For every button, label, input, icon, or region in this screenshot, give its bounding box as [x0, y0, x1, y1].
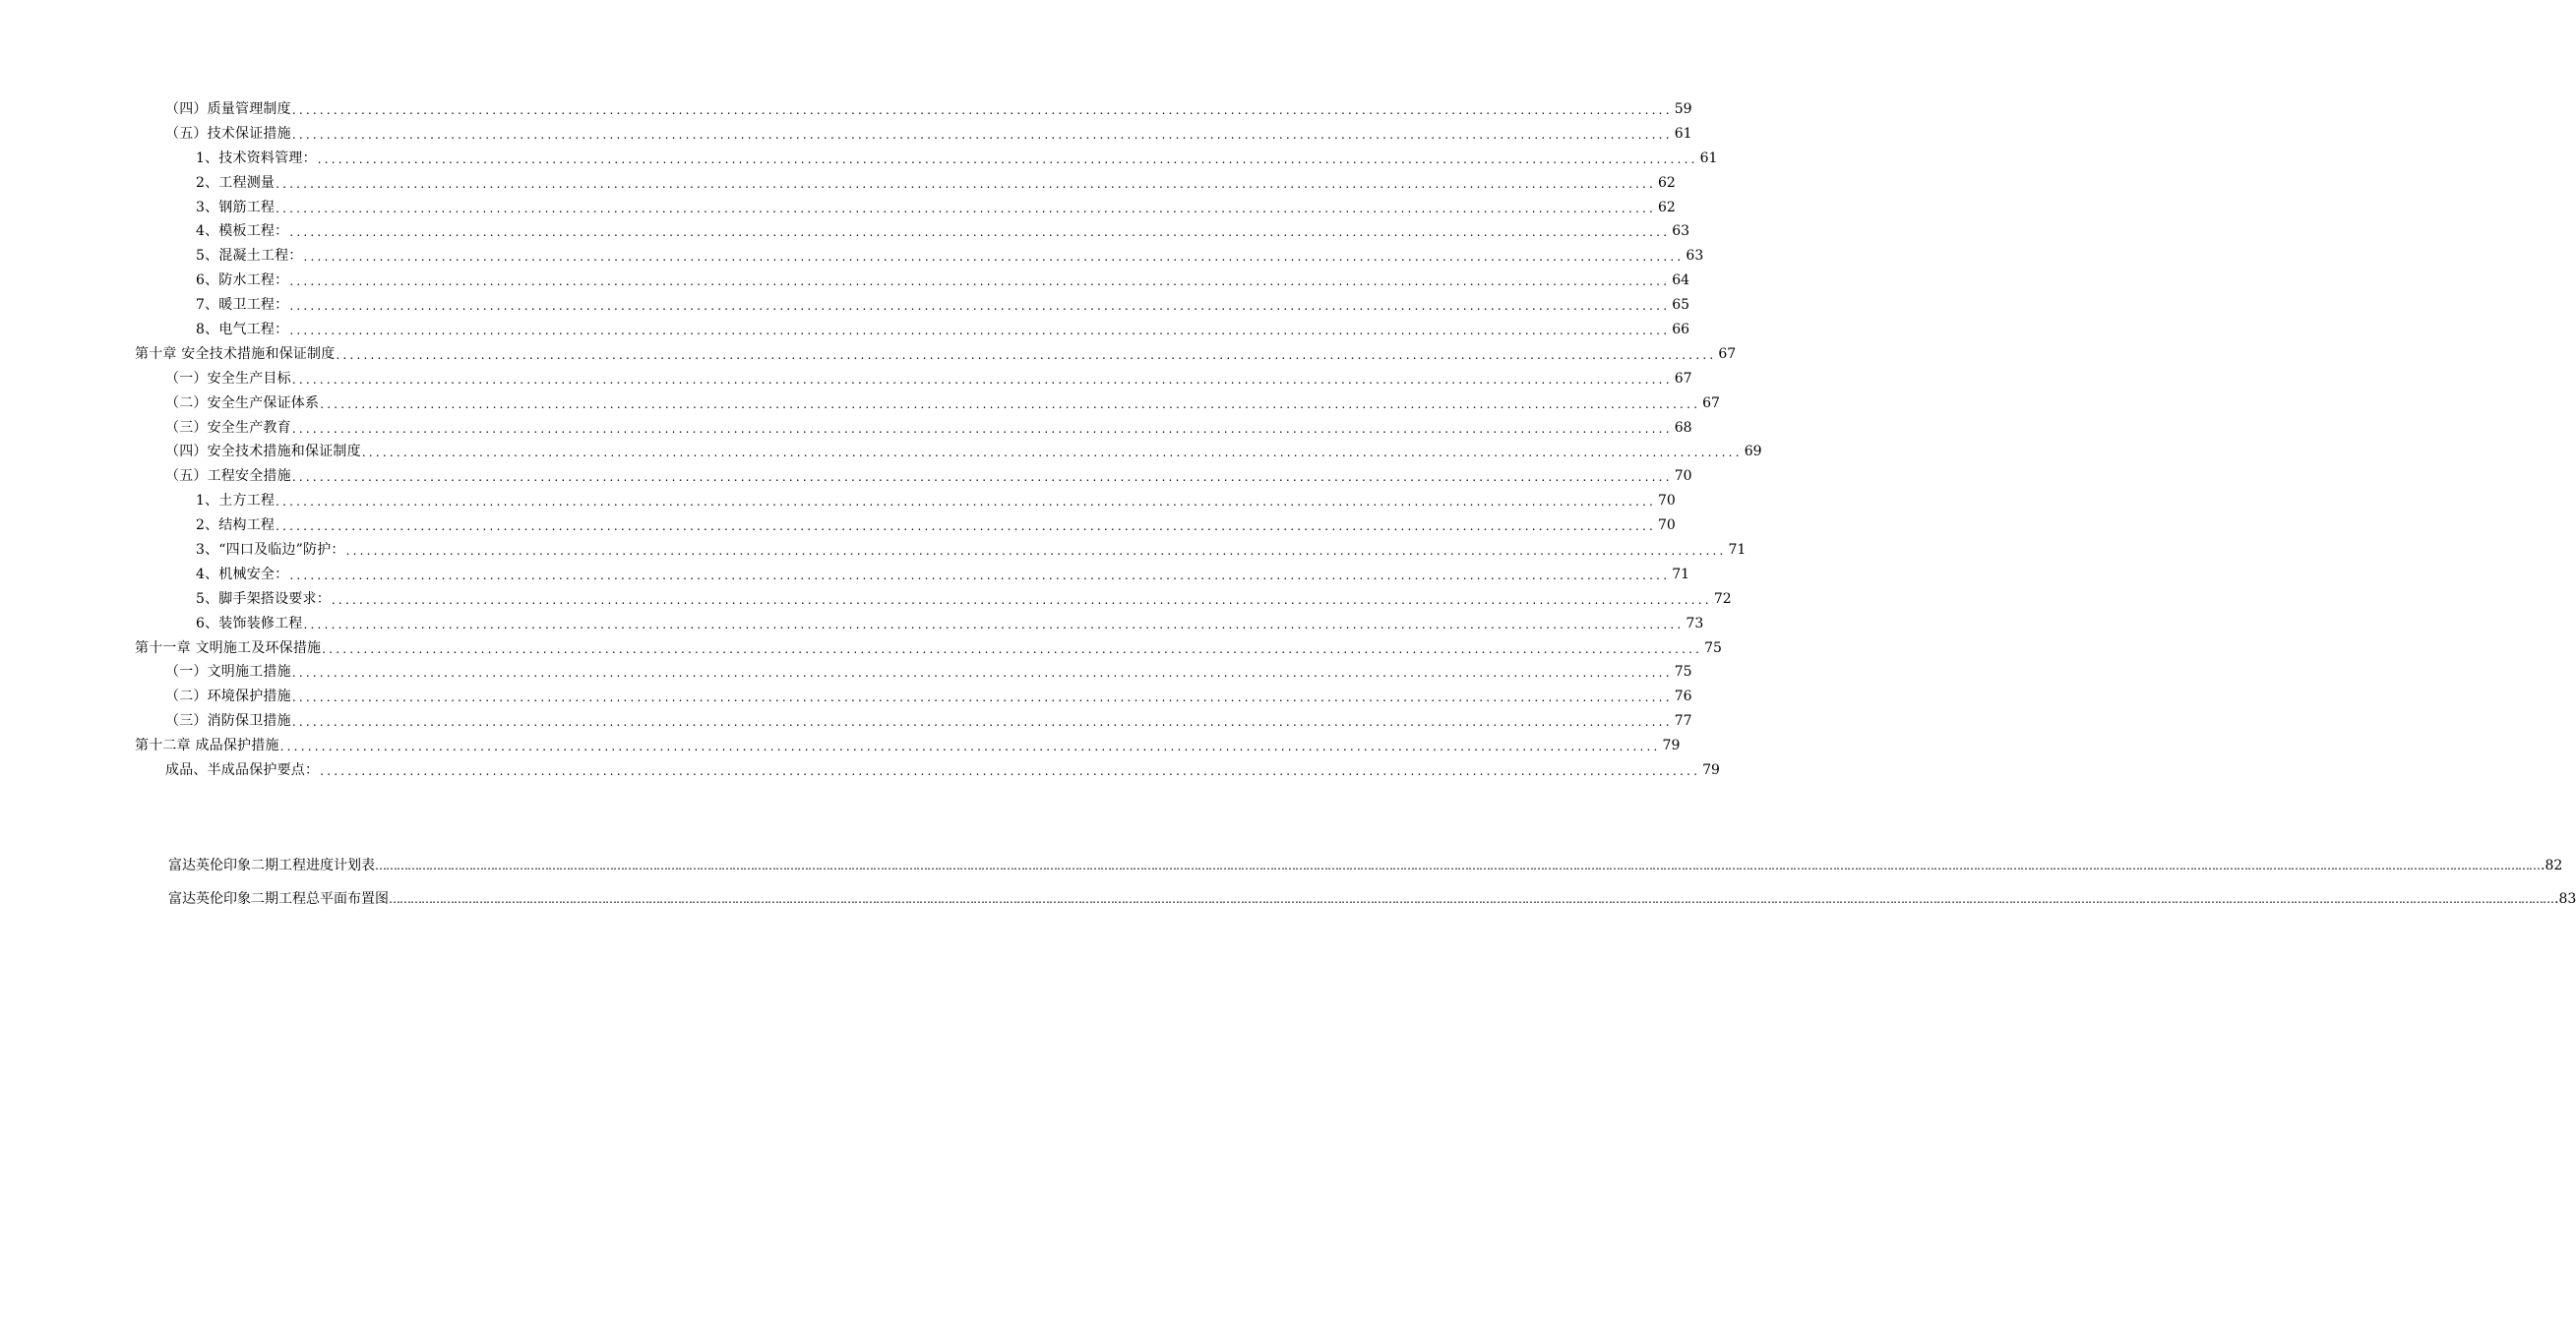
toc-entry-label: 2、结构工程	[196, 517, 276, 534]
toc-entry-chapter[interactable]	[0, 734, 1681, 758]
toc-page-number: 79	[1662, 738, 1681, 754]
toc-entry-label: 1、技术资料管理：	[196, 150, 317, 166]
toc-entry-label: 第十一章 文明施工及环保措施	[135, 639, 322, 656]
appendix-list	[0, 849, 2576, 916]
toc-entry-label: 4、机械安全：	[196, 566, 289, 582]
toc-entry-label: 6、装饰装修工程	[196, 615, 303, 631]
toc-page-number: 65	[1672, 297, 1690, 314]
toc-entry-section[interactable]	[0, 391, 1720, 416]
toc-entry-label: （四）安全技术措施和保证制度	[165, 444, 361, 460]
toc-entry-item[interactable]	[0, 513, 1676, 538]
toc-dot-leader: ........................................................................................................................................................................................................	[336, 347, 1717, 362]
toc-entry-section[interactable]	[0, 367, 1692, 391]
toc-page-number: 70	[1674, 468, 1692, 485]
toc-entry-label: 7、暖卫工程：	[196, 297, 289, 314]
toc-entry-label: 6、防水工程：	[196, 272, 289, 289]
toc-dot-leader: ........................................................................................................................................................................................................	[276, 519, 1656, 534]
toc-entry-label: （一）文明施工措施	[165, 664, 291, 681]
toc-entry-item[interactable]	[0, 538, 1747, 563]
toc-entry-label: 第十二章 成品保护措施	[135, 738, 279, 754]
toc-entry-label: 2、工程测量	[196, 174, 276, 191]
toc-entry-item[interactable]	[0, 196, 1676, 220]
toc-entry-section[interactable]	[0, 660, 1692, 685]
toc-page-number: 67	[1674, 370, 1692, 387]
toc-dot-leader: ........................................................................................................................................................................................................	[322, 641, 1703, 656]
toc-entry-label: （三）消防保卫措施	[165, 713, 291, 730]
toc-page-number: 72	[1713, 590, 1732, 607]
toc-page-number: 61	[1674, 125, 1692, 142]
appendix-dot-leader: ……………………………………………………………………………………………………………………………………………………………………………………………………………………………………………………………………………………………………………………………………………………………………………………………………………………………………………………………………………………………………………………………………………………	[389, 892, 2553, 906]
toc-entry-item[interactable]	[0, 489, 1676, 513]
toc-entry-item[interactable]	[0, 293, 1690, 318]
toc-page-number: 75	[1674, 664, 1692, 681]
toc-dot-leader: ........................................................................................................................................................................................................	[289, 324, 1671, 338]
toc-page-number: 77	[1674, 713, 1692, 730]
toc-page-number: 66	[1672, 322, 1690, 338]
toc-dot-leader: ........................................................................................................................................................................................................	[361, 446, 1743, 460]
toc-page-number: 64	[1672, 272, 1690, 289]
toc-entry-label: 4、模板工程：	[196, 223, 289, 240]
toc-dot-leader: ........................................................................................................................................................................................................	[289, 225, 1671, 240]
toc-entry-item[interactable]	[0, 244, 1704, 269]
toc-dot-leader: ........................................................................................................................................................................................................	[291, 103, 1673, 117]
toc-entry-item[interactable]	[0, 587, 1732, 612]
toc-page-number: 79	[1702, 762, 1720, 779]
toc-entry-label: 成品、半成品保护要点：	[165, 762, 320, 779]
toc-dot-leader: ........................................................................................................................................................................................................	[276, 201, 1656, 215]
toc-entry-item[interactable]	[0, 171, 1676, 196]
table-of-contents	[0, 97, 1762, 783]
toc-dot-leader: ........................................................................................................................................................................................................	[303, 250, 1685, 265]
toc-entry-label: 5、脚手架搭设要求：	[196, 590, 331, 607]
toc-dot-leader: ........................................................................................................................................................................................................	[317, 151, 1698, 166]
toc-page-number: 63	[1686, 248, 1704, 265]
toc-page-number: 59	[1674, 101, 1692, 117]
toc-dot-leader: ........................................................................................................................................................................................................	[291, 421, 1673, 436]
appendix-entry-label: 富达英伦印象二期工程总平面布置图	[168, 891, 389, 907]
toc-page-number: 63	[1672, 223, 1690, 240]
toc-dot-leader: ........................................................................................................................................................................................................	[303, 617, 1685, 631]
toc-entry-chapter[interactable]	[0, 636, 1722, 661]
toc-dot-leader: ........................................................................................................................................................................................................	[291, 127, 1673, 142]
toc-dot-leader: ........................................................................................................................................................................................................	[276, 495, 1656, 510]
appendix-entry[interactable]	[0, 882, 2576, 916]
appendix-page-number: .82	[2541, 858, 2563, 873]
toc-dot-leader: ........................................................................................................................................................................................................	[279, 740, 1661, 754]
toc-entry-special[interactable]	[0, 758, 1720, 783]
toc-entry-section[interactable]	[0, 685, 1692, 709]
toc-dot-leader: ........................................................................................................................................................................................................	[320, 764, 1701, 779]
toc-entry-section[interactable]	[0, 416, 1692, 441]
toc-entry-item[interactable]	[0, 219, 1690, 244]
toc-page-number: 61	[1699, 150, 1718, 166]
toc-dot-leader: ........................................................................................................................................................................................................	[291, 666, 1673, 681]
toc-entry-section[interactable]	[0, 97, 1692, 122]
toc-entry-item[interactable]	[0, 612, 1704, 636]
toc-dot-leader: ........................................................................................................................................................................................................	[289, 274, 1671, 289]
toc-dot-leader: ........................................................................................................................................................................................................	[320, 396, 1701, 411]
toc-dot-leader: ........................................................................................................................................................................................................	[291, 470, 1673, 485]
toc-entry-label: 3、钢筋工程	[196, 199, 276, 215]
toc-entry-label: 3、“四口及临边”防护：	[196, 542, 345, 559]
toc-entry-label: 第十章 安全技术措施和保证制度	[135, 345, 336, 362]
toc-page-number: 71	[1672, 566, 1690, 582]
toc-entry-item[interactable]	[0, 147, 1718, 171]
toc-dot-leader: ........................................................................................................................................................................................................	[331, 592, 1712, 607]
toc-dot-leader: ........................................................................................................................................................................................................	[289, 299, 1671, 314]
toc-entry-item[interactable]	[0, 269, 1690, 293]
toc-page-number: 62	[1658, 199, 1676, 215]
toc-page-number: 75	[1704, 639, 1722, 656]
toc-page-number: 73	[1686, 615, 1704, 631]
toc-page-number: 68	[1674, 419, 1692, 436]
toc-entry-section[interactable]	[0, 464, 1692, 489]
toc-entry-label: （二）环境保护措施	[165, 689, 291, 705]
toc-entry-item[interactable]	[0, 563, 1690, 587]
toc-entry-label: 1、土方工程	[196, 493, 276, 510]
toc-page-number: 70	[1658, 493, 1676, 510]
toc-dot-leader: ........................................................................................................................................................................................................	[345, 544, 1727, 559]
toc-dot-leader: ........................................................................................................................................................................................................	[291, 372, 1673, 387]
toc-page-number: 62	[1658, 174, 1676, 191]
appendix-entry[interactable]	[0, 849, 2563, 882]
toc-entry-label: （二）安全生产保证体系	[165, 394, 320, 411]
toc-entry-section[interactable]	[0, 709, 1692, 734]
appendix-page-number: .83	[2554, 891, 2576, 907]
toc-entry-section[interactable]	[0, 122, 1692, 147]
toc-entry-label: （五）工程安全措施	[165, 468, 291, 485]
toc-page-number: 67	[1702, 394, 1720, 411]
toc-entry-label: （五）技术保证措施	[165, 125, 291, 142]
appendix-entry-label: 富达英伦印象二期工程进度计划表	[168, 858, 375, 873]
toc-page-number: 71	[1728, 542, 1747, 559]
toc-dot-leader: ........................................................................................................................................................................................................	[291, 715, 1673, 730]
toc-dot-leader: ........................................................................................................................................................................................................	[291, 691, 1673, 705]
toc-entry-label: 5、混凝土工程：	[196, 248, 303, 265]
toc-entry-section[interactable]	[0, 440, 1762, 464]
toc-page-number: 70	[1658, 517, 1676, 534]
toc-entry-label: （四）质量管理制度	[165, 101, 291, 117]
toc-entry-chapter[interactable]	[0, 342, 1737, 367]
appendix-dot-leader: ……………………………………………………………………………………………………………………………………………………………………………………………………………………………………………………………………………………………………………………………………………………………………………………………………………………………………………………………………………………………………………………………………………………	[375, 859, 2540, 872]
toc-page-number: 69	[1744, 444, 1762, 460]
toc-page-number: 67	[1718, 345, 1737, 362]
toc-entry-label: （三）安全生产教育	[165, 419, 291, 436]
toc-dot-leader: ........................................................................................................................................................................................................	[276, 176, 1656, 191]
toc-entry-label: （一）安全生产目标	[165, 370, 291, 387]
toc-dot-leader: ........................................................................................................................................................................................................	[289, 568, 1671, 582]
toc-entry-item[interactable]	[0, 318, 1690, 342]
toc-page-number: 76	[1674, 689, 1692, 705]
toc-entry-label: 8、电气工程：	[196, 322, 289, 338]
